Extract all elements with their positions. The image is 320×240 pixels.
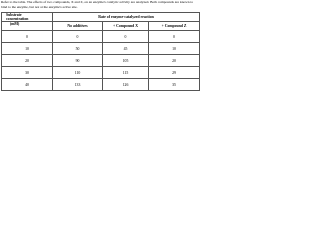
substrate-units-header: (mM) bbox=[2, 22, 53, 31]
cell-no-additives: 110 bbox=[53, 67, 103, 79]
substrate-header bbox=[2, 13, 53, 22]
substrate-header-line2: concentration bbox=[6, 17, 29, 21]
table-row bbox=[2, 43, 200, 55]
intro-text: Refer to the table. The effects of two compounds, X and Z, on an enzyme's catalytic activity are analyzed. Both compounds are known to bind to the enzyme, but not at the enzyme's active site. bbox=[1, 0, 194, 9]
cell-substrate: 20 bbox=[2, 55, 53, 67]
col-header-no-additives: No additives bbox=[53, 22, 103, 31]
cell-substrate: 10 bbox=[2, 43, 53, 55]
cell-compound-x: 115 bbox=[103, 67, 149, 79]
question-page bbox=[0, 0, 200, 91]
cell-substrate: 0 bbox=[2, 31, 53, 43]
substrate-header-line1: Substrate bbox=[6, 13, 22, 17]
cell-no-additives: 133 bbox=[53, 79, 103, 91]
cell-compound-z: 0 bbox=[149, 31, 200, 43]
cell-compound-z: 29 bbox=[149, 67, 200, 79]
cell-compound-x: 45 bbox=[103, 43, 149, 55]
cell-compound-x: 105 bbox=[103, 55, 149, 67]
col-header-compound-x: + Compound X bbox=[103, 22, 149, 31]
cell-no-additives: 50 bbox=[53, 43, 103, 55]
col-header-compound-z: + Compound Z bbox=[149, 22, 200, 31]
cell-compound-z: 10 bbox=[149, 43, 200, 55]
cell-substrate: 40 bbox=[2, 79, 53, 91]
table-row bbox=[2, 67, 200, 79]
cell-compound-x: 126 bbox=[103, 79, 149, 91]
enzyme-rate-table bbox=[1, 12, 200, 91]
cell-compound-z: 20 bbox=[149, 55, 200, 67]
rate-group-header: Rate of enzyme-catalyzed reaction bbox=[53, 13, 200, 22]
table-row bbox=[2, 79, 200, 91]
table-row bbox=[2, 55, 200, 67]
cell-substrate: 30 bbox=[2, 67, 53, 79]
table-row bbox=[2, 31, 200, 43]
cell-compound-x: 0 bbox=[103, 31, 149, 43]
cell-no-additives: 0 bbox=[53, 31, 103, 43]
cell-no-additives: 90 bbox=[53, 55, 103, 67]
cell-compound-z: 35 bbox=[149, 79, 200, 91]
